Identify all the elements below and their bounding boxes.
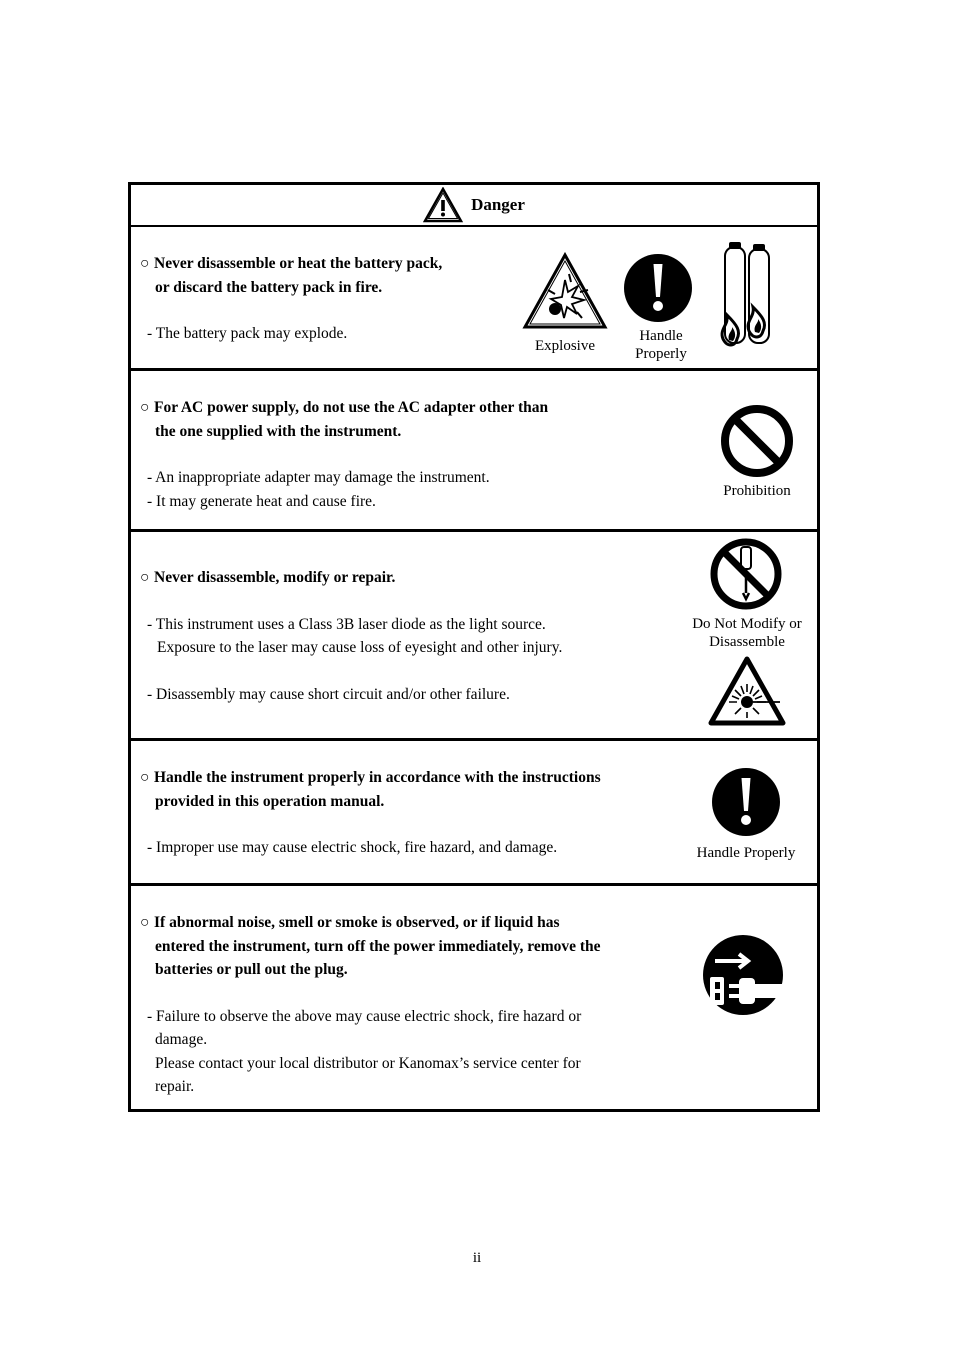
heading-line: Never disassemble, modify or repair. (154, 569, 396, 586)
note-line: damage. (155, 1031, 208, 1048)
do-not-modify-caption: Do Not Modify or Disassemble (692, 616, 802, 650)
note-line: - Failure to observe the above may cause electric shock, fire hazard or (147, 1007, 582, 1025)
explosive-caption: Explosive (535, 338, 595, 354)
section-ac-adapter-text: ○ For AC power supply, do not use the AC adapter other than the one supplied with the instrument. - An inappropriate adapter may damage the instrument. - It may generate heat and cause fire. (140, 396, 548, 513)
section-disassemble (131, 532, 817, 741)
heading-line: or discard the battery pack in fire. (155, 278, 383, 296)
heading-line: the one supplied with the instrument. (155, 422, 402, 440)
section-battery (131, 227, 817, 371)
note-line: - It may generate heat and cause fire. (147, 492, 376, 510)
note-line: repair. (155, 1078, 195, 1095)
heading-line: batteries or pull out the plug. (155, 961, 348, 978)
danger-title: Danger (471, 195, 525, 214)
heading-line: For AC power supply, do not use the AC adapter other than (154, 399, 549, 416)
note-line: Exposure to the laser may cause loss of eyesight and other injury. (157, 639, 563, 656)
danger-box (128, 182, 820, 1112)
note-line: Please contact your local distributor or Kanomax’s service center for (155, 1054, 581, 1072)
explosive-icon (522, 252, 608, 330)
heading-line: entered the instrument, turn off the power immediately, remove the (155, 937, 601, 955)
section-ac-adapter (131, 371, 817, 532)
section-abnormal-text: ○ If abnormal noise, smell or smoke is observed, or if liquid has entered the instrument, turn off the power immediately, remove the batteries or pull out the plug. - Failure to observe the above may cause electric shock, fire hazard or damage. Please contact your local distributor or Kanomax’s service center for repair. (140, 911, 663, 1099)
note-line: - Disassembly may cause short circuit and/or other failure. (147, 685, 510, 703)
heading-line: Never disassemble or heat the battery pack, (154, 255, 443, 272)
note-line: - An inappropriate adapter may damage the instrument. (147, 469, 490, 486)
unplug-icon (701, 933, 785, 1017)
do-not-modify-icon (709, 537, 783, 611)
section-battery-text: ○ Never disassemble or heat the battery pack, or discard the battery pack in fire. - The battery pack may explode. (140, 252, 442, 346)
burning-battery-icon (715, 237, 787, 363)
handle-properly-caption: Handle Properly (696, 845, 796, 861)
danger-header (131, 185, 817, 227)
handle-properly-icon (711, 767, 781, 837)
heading-line: provided in this operation manual. (155, 792, 385, 810)
warning-triangle-icon (423, 187, 463, 223)
page-number: ii (472, 1250, 482, 1266)
handle-properly-icon (623, 253, 693, 323)
section-disassemble-text: ○ Never disassemble, modify or repair. - This instrument uses a Class 3B laser diode as the light source. Exposure to the laser may cause loss of eyesight and other injury. - Disassembly may cause short circuit and/or other failure. (140, 566, 562, 706)
prohibition-icon (720, 404, 794, 478)
heading-line: If abnormal noise, smell or smoke is observed, or if liquid has (154, 914, 560, 931)
section-abnormal (131, 886, 817, 1109)
heading-line: Handle the instrument properly in accordance with the instructions (154, 769, 601, 786)
prohibition-caption: Prohibition (723, 483, 791, 499)
section-handle-properly (131, 741, 817, 886)
handle-properly-caption: Handle Properly (635, 328, 687, 362)
note-line: - This instrument uses a Class 3B laser diode as the light source. (147, 615, 546, 633)
note-line: - Improper use may cause electric shock, fire hazard, and damage. (147, 839, 558, 856)
laser-warning-icon (708, 656, 786, 726)
section-handle-properly-text: ○ Handle the instrument properly in accordance with the instructions provided in this operation manual. - Improper use may cause electric shock, fire hazard, and damage. (140, 766, 601, 860)
note-line: - The battery pack may explode. (147, 325, 348, 342)
